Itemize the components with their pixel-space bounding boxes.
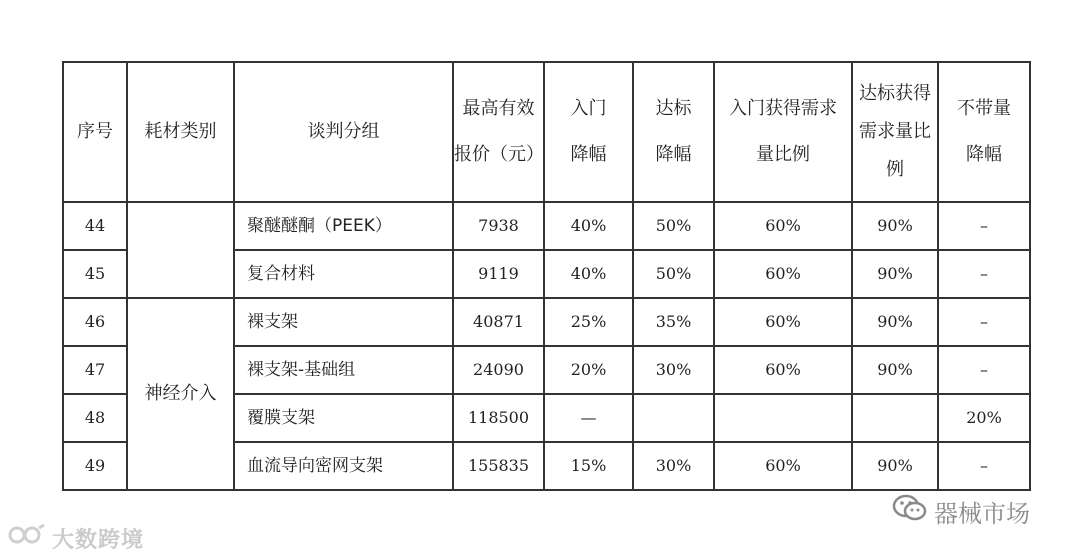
cell-no: 44 — [63, 202, 127, 250]
cell-target-ratio: 90% — [852, 346, 938, 394]
header-entry-drop: 入门 降幅 — [544, 62, 633, 202]
cell-price: 155835 — [453, 442, 544, 490]
cell-price: 40871 — [453, 298, 544, 346]
watermark-left — [8, 523, 144, 553]
cell-entry-drop: 20% — [544, 346, 633, 394]
header-price: 最高有效 报价（元） — [453, 62, 544, 202]
cell-no: 47 — [63, 346, 127, 394]
cell-no-volume-drop: – — [938, 346, 1030, 394]
cell-no-volume-drop: – — [938, 442, 1030, 490]
cell-target-ratio: 90% — [852, 298, 938, 346]
header-category: 耗材类别 — [127, 62, 234, 202]
watermark-right-text: 器械市场 — [934, 499, 1030, 528]
cell-target-drop: 30% — [633, 442, 714, 490]
header-no: 序号 — [63, 62, 127, 202]
cell-target-ratio — [852, 394, 938, 442]
cell-entry-drop: 40% — [544, 250, 633, 298]
cell-group: 覆膜支架 — [234, 394, 453, 442]
cell-no-volume-drop: 20% — [938, 394, 1030, 442]
cell-category: 神经介入 — [127, 298, 234, 490]
cell-entry-ratio: 60% — [714, 298, 852, 346]
header-group: 谈判分组 — [234, 62, 453, 202]
cell-target-ratio: 90% — [852, 442, 938, 490]
table-row — [63, 298, 1030, 346]
watermark-left-text: 大数跨境 — [52, 527, 145, 553]
cell-target-drop: 30% — [633, 346, 714, 394]
negotiation-table — [62, 61, 1031, 491]
cell-target-drop: 50% — [633, 250, 714, 298]
cell-target-ratio: 90% — [852, 202, 938, 250]
cell-no-volume-drop: – — [938, 250, 1030, 298]
header-target-ratio: 达标获得 需求量比 例 — [852, 62, 938, 202]
cell-price: 7938 — [453, 202, 544, 250]
cell-entry-drop: — — [544, 394, 633, 442]
table-row — [63, 202, 1030, 250]
wechat-icon — [892, 493, 928, 529]
cell-price: 24090 — [453, 346, 544, 394]
cell-no-volume-drop: – — [938, 298, 1030, 346]
cell-target-ratio: 90% — [852, 250, 938, 298]
header-target-drop: 达标 降幅 — [633, 62, 714, 202]
cell-no-volume-drop: – — [938, 202, 1030, 250]
header-row — [63, 62, 1030, 202]
cell-category-empty — [127, 202, 234, 298]
cell-group: 聚醚醚酮（PEEK） — [234, 202, 453, 250]
cell-no: 49 — [63, 442, 127, 490]
cell-group: 血流导向密网支架 — [234, 442, 453, 490]
cell-entry-ratio: 60% — [714, 346, 852, 394]
cell-target-drop — [633, 394, 714, 442]
cell-entry-drop: 40% — [544, 202, 633, 250]
header-no-volume-drop: 不带量 降幅 — [938, 62, 1030, 202]
cell-target-drop: 50% — [633, 202, 714, 250]
cell-no: 46 — [63, 298, 127, 346]
logo-icon — [8, 523, 46, 553]
header-entry-ratio: 入门获得需求 量比例 — [714, 62, 852, 202]
cell-target-drop: 35% — [633, 298, 714, 346]
cell-entry-ratio: 60% — [714, 250, 852, 298]
cell-entry-drop: 25% — [544, 298, 633, 346]
cell-entry-ratio: 60% — [714, 442, 852, 490]
cell-entry-drop: 15% — [544, 442, 633, 490]
cell-price: 9119 — [453, 250, 544, 298]
cell-entry-ratio — [714, 394, 852, 442]
watermark-right — [892, 494, 1030, 528]
cell-entry-ratio: 60% — [714, 202, 852, 250]
cell-group: 裸支架 — [234, 298, 453, 346]
cell-no: 45 — [63, 250, 127, 298]
cell-group: 裸支架-基础组 — [234, 346, 453, 394]
cell-no: 48 — [63, 394, 127, 442]
cell-group: 复合材料 — [234, 250, 453, 298]
cell-price: 118500 — [453, 394, 544, 442]
